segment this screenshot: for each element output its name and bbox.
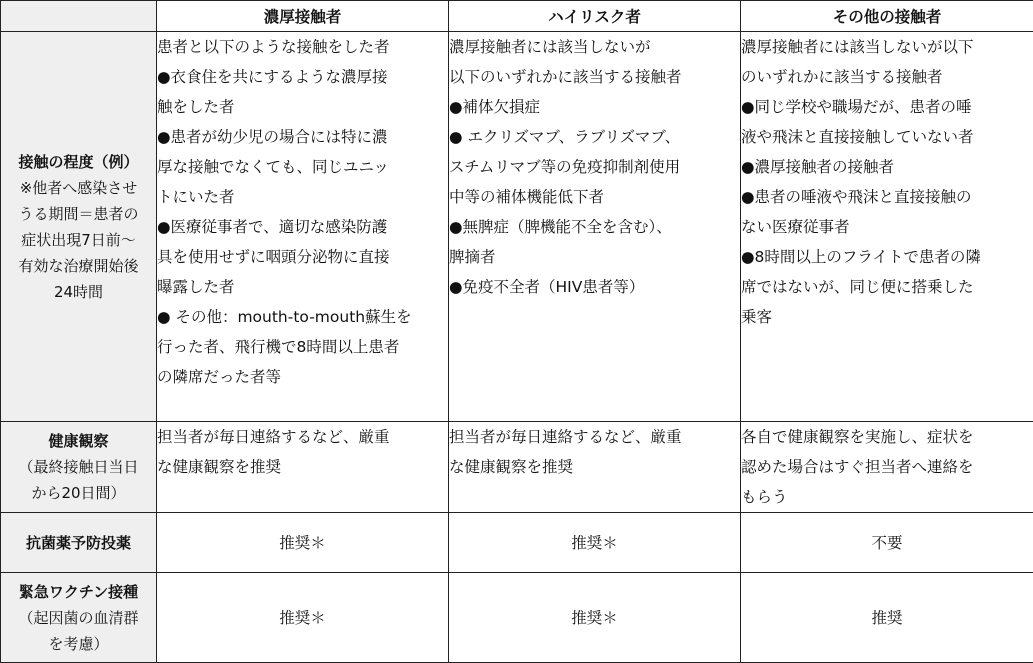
cell-contact-degree-other — [741, 32, 1033, 422]
cell-contact-degree-high-risk — [449, 32, 741, 422]
row-sub-line: から20日間） — [1, 480, 156, 506]
text-line: のいずれかに該当する接触者 — [741, 62, 1033, 92]
text-line: 行った者、飛行機で8時間以上患者 — [157, 332, 448, 362]
text-line: ●濃厚接触者の接触者 — [741, 152, 1033, 182]
text-line: 具を使用せずに咽頭分泌物に直接 — [157, 242, 448, 272]
row-sub-line: ※他者へ感染させ — [1, 175, 156, 201]
cell-health-observation-high-risk — [449, 422, 741, 513]
text-line: 以下のいずれかに該当する接触者 — [449, 62, 740, 92]
row-head-emergency-vaccination — [1, 573, 157, 663]
text-line: ● その他：mouth-to-mouth蘇生を — [157, 302, 448, 332]
text-line: 席ではないが、同じ便に搭乗した — [741, 272, 1033, 302]
row-health-observation — [1, 422, 1033, 513]
header-row — [1, 1, 1033, 32]
cell-vaccination-close: 推奨＊ — [157, 573, 449, 663]
text-line: 担当者が毎日連絡するなど、厳重 — [449, 422, 740, 452]
row-title-health-observation: 健康観察 — [1, 428, 156, 454]
header-other-contact: その他の接触者 — [741, 1, 1033, 32]
text-line: ●患者が幼少児の場合には特に濃 — [157, 122, 448, 152]
cell-antibiotic-high-risk: 推奨＊ — [449, 513, 741, 573]
text-line: 濃厚接触者には該当しないが以下 — [741, 32, 1033, 62]
text-line: な健康観察を推奨 — [449, 452, 740, 482]
text-line: 触をした者 — [157, 92, 448, 122]
row-sub-line: うる期間＝患者の — [1, 201, 156, 227]
row-sub-line: （起因菌の血清群 — [1, 605, 156, 631]
row-head-contact-degree — [1, 32, 157, 422]
row-head-health-observation — [1, 422, 157, 513]
text-line: トにいた者 — [157, 182, 448, 212]
row-sub-line: 24時間 — [1, 279, 156, 305]
row-title-contact-degree: 接触の程度（例） — [1, 149, 156, 175]
header-high-risk: ハイリスク者 — [449, 1, 741, 32]
row-sub-line: （最終接触日当日 — [1, 454, 156, 480]
text-line: スチムリマブ等の免疫抑制剤使用 — [449, 152, 740, 182]
text-line: 曝露した者 — [157, 272, 448, 302]
row-sub-line: を考慮） — [1, 631, 156, 657]
row-title-antibiotic-prophylaxis: 抗菌薬予防投薬 — [1, 530, 156, 556]
text-line: ●無脾症（脾機能不全を含む）、 — [449, 212, 740, 242]
text-line: ●免疫不全者（HIV患者等） — [449, 272, 740, 302]
row-sub-line: 症状出現7日前～ — [1, 227, 156, 253]
text-line: ●患者の唾液や飛沫と直接接触の — [741, 182, 1033, 212]
text-line: ●衣食住を共にするような濃厚接 — [157, 62, 448, 92]
cell-health-observation-other — [741, 422, 1033, 513]
text-line: 厚な接触でなくても、同じユニッ — [157, 152, 448, 182]
text-line: 濃厚接触者には該当しないが — [449, 32, 740, 62]
text-line: ●同じ学校や職場だが、患者の唾 — [741, 92, 1033, 122]
text-line: 脾摘者 — [449, 242, 740, 272]
text-line: ない医療従事者 — [741, 212, 1033, 242]
row-emergency-vaccination — [1, 573, 1033, 663]
cell-vaccination-other: 推奨 — [741, 573, 1033, 663]
text-line: 乗客 — [741, 302, 1033, 332]
text-line: 認めた場合はすぐ担当者へ連絡を — [741, 452, 1033, 482]
text-line: な健康観察を推奨 — [157, 452, 448, 482]
header-close-contact: 濃厚接触者 — [157, 1, 449, 32]
row-contact-degree — [1, 32, 1033, 422]
text-line: 各自で健康観察を実施し、症状を — [741, 422, 1033, 452]
row-head-antibiotic-prophylaxis — [1, 513, 157, 573]
text-line: ●医療従事者で、適切な感染防護 — [157, 212, 448, 242]
cell-contact-degree-close — [157, 32, 449, 422]
text-line: の隣席だった者等 — [157, 362, 448, 392]
cell-health-observation-close — [157, 422, 449, 513]
text-line: 中等の補体機能低下者 — [449, 182, 740, 212]
text-line: ●8時間以上のフライトで患者の隣 — [741, 242, 1033, 272]
corner-cell — [1, 1, 157, 32]
row-sub-line: 有効な治療開始後 — [1, 253, 156, 279]
text-line: 患者と以下のような接触をした者 — [157, 32, 448, 62]
cell-antibiotic-other: 不要 — [741, 513, 1033, 573]
row-title-emergency-vaccination: 緊急ワクチン接種 — [1, 579, 156, 605]
text-line: ●補体欠損症 — [449, 92, 740, 122]
row-antibiotic-prophylaxis — [1, 513, 1033, 573]
text-line: 液や飛沫と直接接触していない者 — [741, 122, 1033, 152]
text-line: 担当者が毎日連絡するなど、厳重 — [157, 422, 448, 452]
cell-antibiotic-close: 推奨＊ — [157, 513, 449, 573]
text-line: ● エクリズマブ、ラブリズマブ、 — [449, 122, 740, 152]
cell-vaccination-high-risk: 推奨＊ — [449, 573, 741, 663]
text-line: もらう — [741, 482, 1033, 512]
